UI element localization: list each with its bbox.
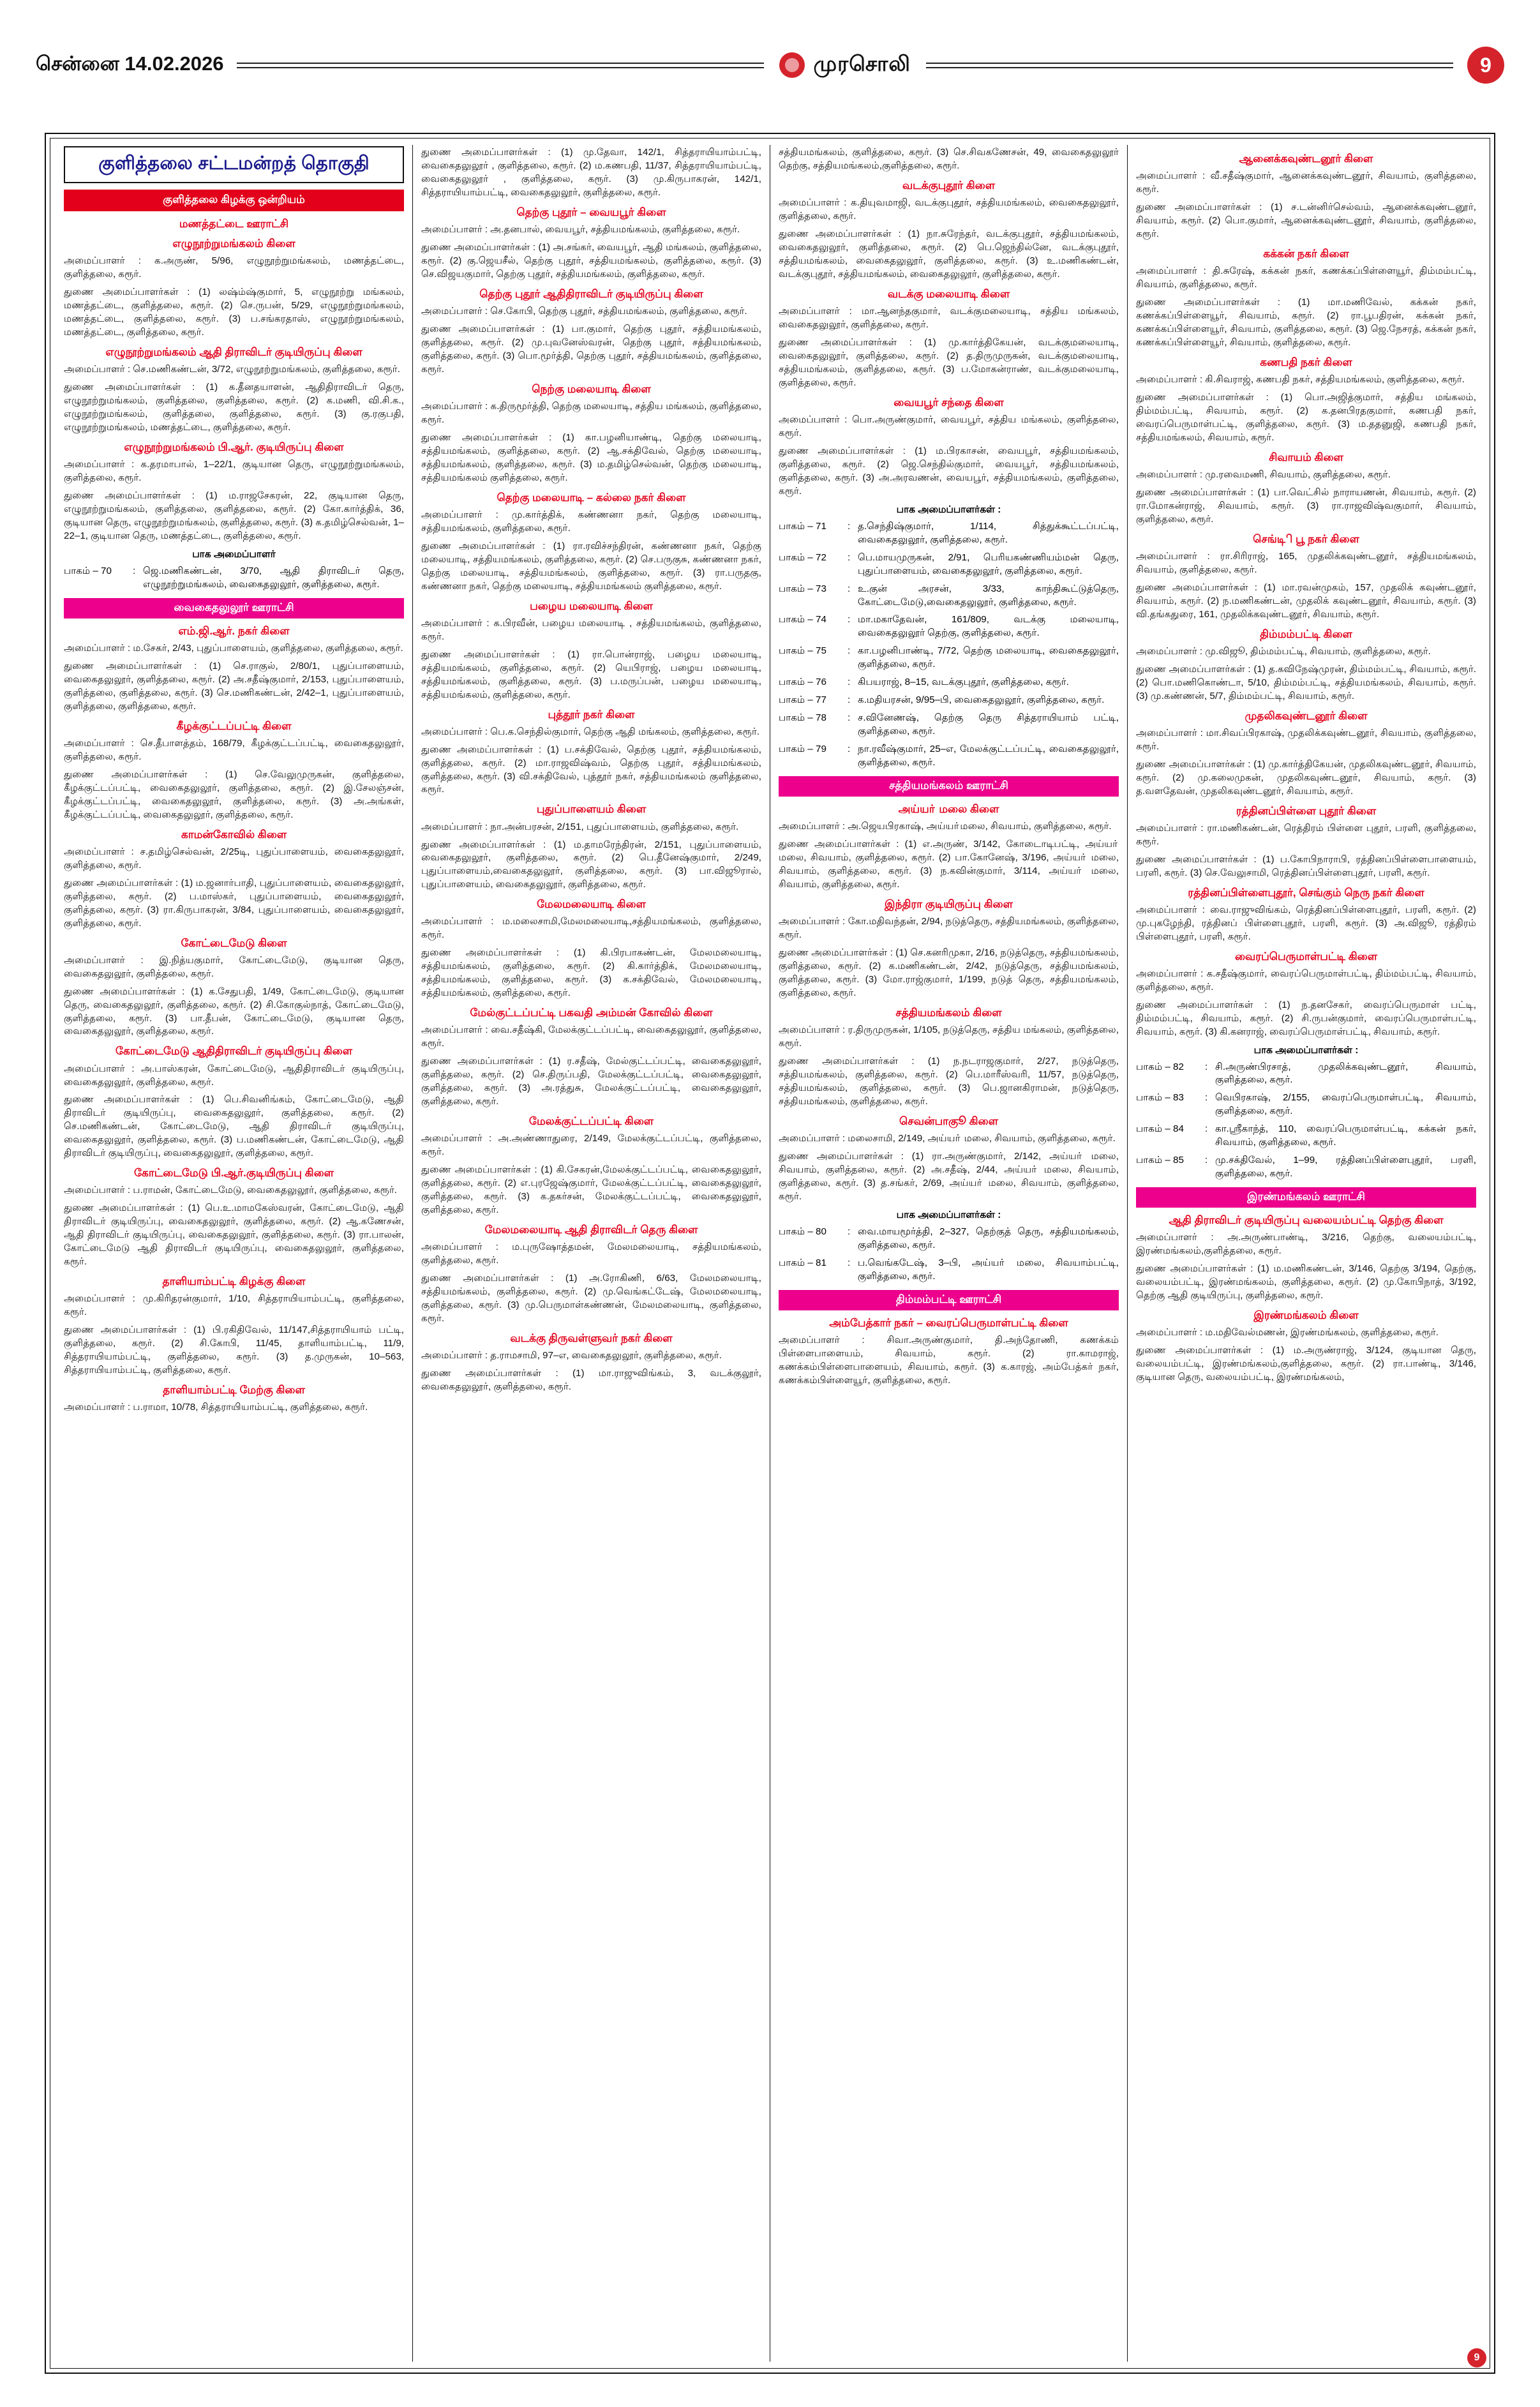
paragraph: அமைப்பாளர் : மு.விஜூ, திம்மம்பட்டி, சிவயாம், குளித்தலை, கரூர். xyxy=(1136,645,1431,657)
part-organiser-separator: : xyxy=(848,744,851,755)
paragraph: அமைப்பாளர் : த.ராமசாமி, 97–எ, வைகைதலுலூர், குளித்தலை, கரூர். xyxy=(421,1350,722,1361)
part-organiser-value: வை.மாயமூர்த்தி, 2–327, தெற்குத் தெரு, சத்தியமங்கலம், குளித்தலை, கரூர். xyxy=(858,1226,1119,1250)
paragraph: அமைப்பாளர் : ம.மதிவேல்மணன், இரண்மங்கலம், குளித்தலை, கரூர். xyxy=(1136,1327,1439,1338)
paragraph: அமைப்பாளர் : ர.திருமுருகன், 1/105, நடுத்தெரு, சத்திய மங்கலம், குளித்தலை, கரூர். xyxy=(779,1024,1119,1049)
paragraph: அமைப்பாளர் : அ.அண்ணாதுரை, 2/149, மேலக்குட்டப்பட்டி, குளித்தலை, கரூர். xyxy=(421,1133,761,1158)
paragraph: அமைப்பாளர் : மா.ஆனந்தகுமார், வடக்குமலையாடி, சத்திய மங்கலம், வைகைதலுலூர், குளித்தலை, கரூர். xyxy=(779,305,1119,330)
paragraph: துணை அமைப்பாளர்கள் : (1) பா.குமார், தெற்கு புதூர், சத்தியமங்கலம், குளித்தலை, கரூர். (2) மு.புவனேஸ்வரன், தெற்கு புதூர், சத்தியமங்கலம், குளித்தலை, கரூர். (3) பொ.மூர்த்தி, தெற்கு புதூர், சத்தியமங்கலம், குளித்தலை, கரூர். xyxy=(421,323,761,375)
branch-heading: தெற்கு புதூர் ஆதிதிராவிடர் குடியிருப்பு கிளை xyxy=(479,287,703,300)
part-organiser-row xyxy=(1136,1091,1476,1118)
branch-heading: செவன்பாகுூ கிளை xyxy=(899,1114,998,1127)
masthead xyxy=(36,31,1504,100)
branch-heading: செங்டிி பூ நகர் கிளை xyxy=(1253,532,1359,545)
paragraph: அமைப்பாளர் : க.பிரவீன், பழைய மலையாடி , சத்தியமங்கலம், குளித்தலை, கரூர். xyxy=(421,617,761,642)
paragraph: அமைப்பாளர் : ப.ராமா, 10/78, சித்தராயியாம்பட்டி, குளித்தலை, கரூர். xyxy=(64,1402,368,1413)
branch-heading: எம்.ஜி.ஆர். நகர் கிளை xyxy=(178,624,290,637)
part-organiser-separator: : xyxy=(133,565,136,576)
part-organiser-key: பாகம் – 76 xyxy=(779,677,826,688)
column-2 xyxy=(412,145,770,2362)
part-organiser-row xyxy=(779,520,1119,547)
paragraph: துணை அமைப்பாளர்கள் : (1) ரா.ரவிச்சந்திரன், கண்ணனா நகர், தெற்கு மலையாடி, சத்தியமங்கலம், குளித்தலை, கரூர். (2) செ.பருகுசு, கண்ணனா நகர், தெற்கு மலையாடி, சத்தியமங்கலம், குளித்தலை, கரூர். (3) ரா.பருதகு, கண்ணனா நகர், தெற்கு மலையாடி, சத்தியமங்கலம் குளித்தலை, கரூர். xyxy=(421,540,761,592)
branch-heading: கீழக்குட்டப்பட்டி கிளை xyxy=(176,719,292,732)
part-organiser-key: பாகம் – 80 xyxy=(779,1226,826,1237)
paragraph: அமைப்பாளர் : நா.அன்பரசன், 2/151, புதுப்பாளையம், குளித்தலை, கரூர். xyxy=(421,821,739,832)
paragraph: துணை அமைப்பாளர்கள் : (1) ம.தாமரேந்திரன், 2/151, புதுப்பாளையம், வைகைதலுலூர், குளித்தலை, கரூர். (2) பெ.தீனேஷ்குமார், 2/249, புதுப்பாளையம்,வைகைதலுலூர், குளித்தலை, கரூர். (3) பா.விஜூரால், புதுப்பாளையம், வைகைதலுலூர், குளித்தலை, கரூர். xyxy=(421,839,761,890)
panchayat-heading: திம்மம்பட்டி ஊராட்சி xyxy=(779,1290,1119,1310)
branch-heading: கணபதி நகர் கிளை xyxy=(1260,356,1352,368)
part-organiser-separator: : xyxy=(848,520,851,532)
part-organiser-key: பாகம் – 78 xyxy=(779,712,826,724)
branch-heading: எழுநூற்றுமங்கலம் ஆதி திராவிடர் குடியிருப்பு கிளை xyxy=(105,346,363,358)
paragraph: துணை அமைப்பாளர்கள் : (1) எ.அருண், 3/142, கோடைாடிபட்டி, அய்யா் மலை, சிவயாம், குளித்தலை, கரூர். (2) பா.கோனேஷ், 3/196, அய்யா் மலை, சிவயாம், குளித்தலை, கரூர். (3) ந.கவின்குமார், 3/114, அய்யா் மலை, சிவயாம், குளித்தலை, கரூர். xyxy=(779,839,1119,890)
section-title-constituency: குளித்தலை சட்டமன்றத் தொகுதி xyxy=(64,146,404,183)
branch-heading: வடக்கு திருவள்ளுவர் நகர் கிளை xyxy=(510,1332,673,1344)
paragraph: அமைப்பாளர் : ம.மலைசாமி,மேலமலையாடி,சத்தியமங்கலம், குளித்தலை, கரூர். xyxy=(421,916,761,941)
branch-heading: கக்கன் நகர் கிளை xyxy=(1263,247,1349,260)
paragraph: துணை அமைப்பாளர்கள் : (1) நா.சுரேந்தர், வடக்குபுதூர், சத்தியமங்கலம், வைகைதலுலூர், குளித்தலை, கரூர். (2) பெ.ஜெந்தில்னே, வடக்குபுதூர், சத்தியமங்கலம், வைகைதலுலூர், குளித்தலை, கரூர். (3) உ.மணிகண்டன், வடக்குபுதூர், சத்தியமங்கலம், வைகைதலுலூர், குளித்தலை, கரூர். xyxy=(779,228,1119,280)
part-organiser-separator: : xyxy=(848,614,851,626)
paragraph: அமைப்பாளர் : ச.தமிழ்செல்வன், 2/25டி, புதுப்பாளையம், வைகைதலுலூர், குளித்தலை, கரூர். xyxy=(64,846,404,871)
panchayat-heading: இரண்மங்கலம் ஊராட்சி xyxy=(1136,1187,1476,1208)
part-organiser-separator: : xyxy=(848,677,851,688)
branch-heading: தாளியாம்பட்டி கிழக்கு கிளை xyxy=(162,1275,306,1288)
paragraph: அமைப்பாளர் : மு.கிரிதரன்குமார், 1/10, சித்தராயியாம்பட்டி, குளித்தலை, கரூர். xyxy=(64,1293,404,1318)
branch-heading: அய்யா் மலை கிளை xyxy=(898,803,999,816)
paragraph: துணை அமைப்பாளர்கள் : (1) ப.சக்திவேல், தெற்கு புதூர், சத்தியமங்கலம், குளித்தலை, கரூர். (2) மா.ராஜவிஷ்வம், தெற்கு புதூர், சத்தியமங்கலம், குளித்தலை, கரூர். (3) வி.சக்திவேல், புத்தூர் நகர், சத்தியமங்கலம் குளித்தலை, கரூர். xyxy=(421,744,761,795)
branch-heading: ரத்தினப்பிள்ளைபுதூர், செங்கும் நெரு நகர் கிளை xyxy=(1188,886,1424,899)
part-organiser-value: நா.ரவீஷ்குமார், 25–எ, மேலக்குட்டப்பட்டி, வைகைதலுலூர், குளித்தலை, கரூர். xyxy=(858,744,1119,769)
paragraph: அமைப்பாளர் : ரா.மணிகண்டன், ரெத்திரம் பிள்ளை புதூர், பரளி, குளித்தலை, கரூர். xyxy=(1136,822,1476,847)
branch-heading: ஆதி திராவிடர் குடியிருப்பு வலையம்பட்டி தெற்கு கிளை xyxy=(1169,1214,1444,1227)
paragraph: துணை அமைப்பாளர்கள் : (1) ம.அருண்ராஜ், 3/124, குடியான தெரு, வலையம்பட்டி, இரண்மங்கலம்,குளித்தலை, கரூர். (2) ரா.பாண்டி, 3/146, குடியான தெரு, வலையம்பட்டி, இரண்மங்கலம், xyxy=(1136,1345,1476,1383)
part-organiser-separator: : xyxy=(848,645,851,657)
paragraph: துணை அமைப்பாளர்கள் : (1) ந.நடராஜகுமார், 2/27, நடுத்தெரு, சத்தியமங்கலம், குளித்தலை, கரூர். (2) பெ.மாரீஸ்வரி, 11/57, நடுத்தெரு, சத்தியமங்கலம், குளித்தலை, கரூர். (3) பெ.ஜானகிராமன், நடுத்தெரு, சத்தியமங்கலம், குளித்தலை, கரூர். xyxy=(779,1056,1119,1107)
paragraph: துணை அமைப்பாளர்கள் : (1) லஷ்ம்ஷ்குமார், 5, எழுநூற்று மங்கலம், மணத்தட்டை, குளித்தலை, கரூர். (2) செ.ருபன், 5/29, எழுநூற்றுமங்கலம், மணத்தட்டை, குளித்தலை, கரூர். (3) ப.சங்கரதாஸ், எழுநூற்றுமங்கலம், மணத்தட்டை, குளித்தலை, கரூர். xyxy=(64,287,404,338)
paragraph: துணை அமைப்பாளர்கள் : (1) மா.ராஜுவிங்கம், 3, வடக்குலூர், வைகைதலுலூர், குளித்தலை, கரூர். xyxy=(421,1368,761,1393)
part-organiser-key: பாகம் – 81 xyxy=(779,1257,826,1268)
paragraph: துணை அமைப்பாளர்கள் : (1) ம.பிரகாசன், வையபூர், சத்தியமங்கலம், குளித்தலை, கரூர். (2) ஜெ.செந்தில்குமார், வையபூர், சத்தியமங்கலம், குளித்தலை, கரூர். (3) அ.அரவணன், வையபூர், சத்தியமங்கலம், குளித்தலை, கரூர். xyxy=(779,445,1119,497)
part-organiser-title: பாக அமைப்பாளர்கள் : xyxy=(896,504,1001,515)
section-band-union: குளித்தலை கிழக்கு ஒன்றியம் xyxy=(64,190,404,211)
part-organiser-value: ச.வினேணஷ், தெற்கு தெரு சித்தராயியாம் பட்டி, குளித்தலை, கரூர். xyxy=(858,712,1119,737)
branch-heading: தாளியாம்பட்டி மேற்கு கிளை xyxy=(163,1384,305,1397)
branch-heading: கோட்டைமேடு கிளை xyxy=(181,936,287,949)
part-organiser-value: க.மதியரசன், 9/95–பி, வைகைதலுலூர், குளித்தலை, கரூர். xyxy=(858,694,1105,706)
part-organiser-separator: : xyxy=(848,1257,851,1268)
part-organiser-value: மு.சக்திவேல், 1–99, ரத்தினப்பிள்ளைபுதூர், பரளி, குளித்தலை, கரூர். xyxy=(1215,1155,1476,1180)
branch-heading: மேலமலையாடி கிளை xyxy=(537,898,646,911)
part-organiser-separator: : xyxy=(848,694,851,706)
part-organiser-key: பாகம் – 75 xyxy=(779,645,826,657)
masthead-city-date: சென்னை 14.02.2026 xyxy=(36,52,224,75)
paragraph: துணை அமைப்பாளர்கள் : (1) மா.ரவன்முகம், 157, முதலிக் கவுண்டனூர், சிவயாம், கரூர். (2) ந.மணிகண்டன், முதலிக் கவுண்டனூர், சிவயாம், கரூர். (3) வி.தங்கதுரை, 161, முதலிக்கவுண்டனூர், சிவயாம், கரூர். xyxy=(1136,581,1476,620)
paragraph: துணை அமைப்பாளர்கள் : (1) அ.ரோகிணி, 6/63, மேலமலையாடி, சத்தியமங்கலம், குளித்தலை, கரூர். (2) மு.வெங்கட்டேஷ், மேலமலையாடி, குளித்தலை, கரூர். (3) மு.பெருமாள்கண்ணன், மேலமலையாடி, குளித்தலை, கரூர். xyxy=(421,1273,761,1324)
part-organiser-key: பாகம் – 77 xyxy=(779,694,826,706)
paragraph: அமைப்பாளர் : மு.ரவைமணி, சிவயாம், குளித்தலை, கரூர். xyxy=(1136,469,1391,480)
paragraph: அமைப்பாளர் : சிவா.அருண்குமார், தி.அந்தோணி, கணக்கம் பிள்ளைபாளையம், சிவயாம், கரூர். (2) ரா.காமராஜ், கணக்கம்பிள்ளைபாளையம், சிவயாம், கரூர். (3) க.காரஜ், அம்பேத்கர் நகர், கணக்கம்பிள்ளையூர், குளித்தலை, கரூர். xyxy=(779,1334,1119,1386)
branch-heading: ஆனைக்கவுண்டனூர் கிளை xyxy=(1239,153,1373,165)
part-organiser-key: பாகம் – 85 xyxy=(1136,1155,1184,1166)
part-organiser-value: மா.மகாதேவன், 161/809, வடக்கு மலையாடி, வைகைதலுலூர் தெற்கு, குளித்தலை, கரூர். xyxy=(858,614,1119,639)
paragraph: அமைப்பாளர் : மு.கார்த்திக், கண்ணனா நகர், தெற்கு மலையாடி, சத்தியமங்கலம், குளித்தலை, கரூர். xyxy=(421,509,761,534)
column-4 xyxy=(1127,145,1484,2362)
paragraph: துணை அமைப்பாளர்கள் : (1) க.சேதுபதி, 1/49, கோட்டைமேடு, குடியான தெரு, வைகைதலுலூர், குளித்தலை, கரூர். (2) சி.கோகுல்நாத், கோட்டைமேடு, குளித்தலை, கரூர். (3) பா.தீபன், கோட்டைமேடு, குடியான தெரு, வைகைதலுலூர், குளித்தலை, கரூர். xyxy=(64,986,404,1037)
branch-heading: முதலிகவுண்டனூர் கிளை xyxy=(1245,709,1368,722)
footer-page-number: 9 xyxy=(1467,2348,1486,2367)
paragraph: அமைப்பாளர் : ப.ராமன், கோட்டைமேடு, வைகைதலுலூர், குளித்தலை, கரூர். xyxy=(64,1185,397,1196)
part-organiser-row xyxy=(779,1257,1119,1284)
page-number-badge: 9 xyxy=(1467,47,1504,84)
paragraph: அமைப்பாளர் : ரா.சிரிராஜ், 165, முதலிக்கவுண்டனூர், சத்தியமங்கலம், சிவயாம், குளித்தலை, கரூர். xyxy=(1136,550,1476,575)
part-organiser-value: சி.அருண்பிரசாத், முதலிக்கவுண்டனூர், சிவயாம், குளித்தலை, கரூர். xyxy=(1215,1061,1476,1086)
part-organiser-separator: : xyxy=(1205,1155,1208,1166)
paragraph: அமைப்பாளர் : இ.நித்யகுமார், கோட்டைமேடு, குடியான தெரு, வைகைதலுலூர், குளித்தலை, கரூர். xyxy=(64,954,404,979)
masthead-rule-left xyxy=(237,63,764,68)
part-organiser-title: பாக அமைப்பாளர் xyxy=(192,548,276,560)
branch-heading: வடக்கு மலையாடி கிளை xyxy=(887,287,1010,300)
paragraph: துணை அமைப்பாளர்கள் : (1) அ.சங்கர், வையபூர், ஆதி மங்கலம், குளித்தலை, கரூர். (2) கு.ஜெயசீல், தெற்கு புதூர், சத்தியமங்கலம், குளித்தலை, கரூர். (3) செ.விஜயகுமார், தெற்கு புதூர், சத்தியமங்கலம், குளித்தலை, கரூர். xyxy=(421,241,761,280)
paragraph: அமைப்பாளர் : வை.சதீஷ்கி, மேலக்குட்டப்பட்டி, வைகைதலுலூர், குளித்தலை, கரூர். xyxy=(421,1024,761,1049)
content-frame xyxy=(45,133,1495,2374)
column-2-body xyxy=(421,146,761,1394)
paragraph: துணை அமைப்பாளர்கள் : (1) செ.வேலுமுருகன், குளித்தலை, கீழக்குட்டப்பட்டி, வைகைதலுலூர், குளித்தலை, கரூர். (2) இ.சேலஞ்சன், கீழக்குட்டப்பட்டி, வைகைதலுலூர், குளித்தலை, கரூர். (3) அ.அங்கள், கீழக்குட்டப்பட்டி, வைகைதலுலூர், குளித்தலை, கரூர். xyxy=(64,769,404,820)
paragraph: துணை அமைப்பாளர்கள் : (1) ந.தனசேகர், வைரப்பெருமாள் பட்டி, திம்மம்பட்டி, சிவயாம், கரூர். (2) சி.ருபன்குமார், வைரப்பெருமாள்பட்டி, சிவயாம், கரூர். (3) கி.கனராஜ், வைரப்பெருமாள்பட்டி, சிவயாம், கரூர். xyxy=(1136,999,1476,1037)
masthead-center xyxy=(768,52,923,79)
paragraph: அமைப்பாளர் : பொ.அருண்குமார், வையபூர், சத்திய மங்கலம், குளித்தலை, கரூர். xyxy=(779,414,1119,439)
branch-heading: இந்திரா குடியிருப்பு கிளை xyxy=(885,898,1013,911)
part-organiser-value: ப.வெங்கடேஷ், 3–பி, அய்யா் மலை, சிவயாம்பட்டி, குளித்தலை, கரூர். xyxy=(858,1257,1119,1282)
branch-heading: கோட்டைமேடு ஆதிதிராவிடர் குடியிருப்பு கிளை xyxy=(115,1045,353,1058)
paragraph: துணை அமைப்பாளர்கள் : (1) மா.மணிவேல், கக்கன் நகர், கணக்கப்பிள்ளையூர், சிவயாம், கரூர். (2) ரா.பூபதிரன், கக்கன் நகர், கணக்கப்பிள்ளையூர், சிவயாம், குளித்தலை, கரூர். (3) ஜெ.நேசரத், கக்கன் நகர், கணக்கப்பிள்ளையூர், சிவயாம், குளித்தலை, கரூர். xyxy=(1136,296,1476,348)
branch-heading: நெற்கு மலையாடி கிளை xyxy=(532,382,651,395)
paragraph: துணை அமைப்பாளர்கள் : (1) ர.சதீஷ், மேல்குட்டப்பட்டி, வைகைதலுலூர், குளித்தலை, கரூர். (2) செ.திருப்பதி, மேலக்குட்டப்பட்டி, வைகைதலுலூர், குளித்தலை, கரூர். (3) அ.ரத்துசு, மேலக்குட்டப்பட்டி, வைகைதலுலூர், குளித்தலை, கரூர். xyxy=(421,1056,761,1107)
paragraph: துணை அமைப்பாளர்கள் : (1) செ.கனரிமுகா, 2/16, நடுத்தெரு, சத்தியமங்கலம், குளித்தலை, கரூர். (2) க.மணிகண்டன், 2/42, நடுத்தெரு, சத்தியமங்கலம், குளித்தலை, கரூர். (3) மோ.ராஜ்குமார், 1/199, நடுத் தெரு, சத்தியமங்கலம், குளித்தலை, கரூர். xyxy=(779,947,1119,999)
paragraph: துணை அமைப்பாளர்கள் : (1) ரா.அருண்குமார், 2/142, அய்யா் மலை, சிவயாம், குளித்தலை, கரூர். (2) அ.சதீஷ், 2/44, அய்யா் மலை, சிவயாம், குளித்தலை, கரூர். (3) த.சங்கர், 2/69, அய்யா் மலை, சிவயாம், குளித்தலை, கரூர். xyxy=(779,1150,1119,1202)
branch-heading: இரண்மங்கலம் கிளை xyxy=(1253,1309,1359,1322)
paragraph: துணை அமைப்பாளர்கள் : (1) ரா.பொன்ராஜ், பழைய மலையாடி, சத்தியமங்கலம், குளித்தலை, கரூர். (2) யெபிராஜ், பழைய மலையாடி, சத்தியமங்கலம், குளித்தலை, கரூர். (3) ப.மருப்பன், பழைய மலையாடி, சத்தியமங்கலம், குளித்தலை, கரூர். xyxy=(421,649,761,700)
paragraph: அமைப்பாளர் : க.அருண், 5/96, எழுநூற்றுமங்கலம், மணத்தட்டை, குளித்தலை, கரூர். xyxy=(64,255,404,280)
paragraph: துணை அமைப்பாளர்கள் : (1) த.கவிநேஷ்முரன், திம்மம்பட்டி, சிவயாம், கரூர். (2) பொ.மணிகொண்டா, 5/10, திம்மம்பட்டி, சத்தியமங்கலம், சிவயாம், கரூர். (3) மு.கண்ணன், 5/7, திம்மம்பட்டி, சிவயாம், கரூர். xyxy=(1136,663,1476,701)
paragraph: துணை அமைப்பாளர்கள் : (1) ம.ஜனார்பாதி, புதுப்பாளையம், வைகைதலுலூர், குளித்தலை, கரூர். (2) ப.மாஸ்கர், புதுப்பாளையம், வைகைதலுலூர், குளித்தலை, கரூர். (3) ரா.கிருபாகரன், 3/84, புதுப்பாளையம், வைகைதலுலூர், குளித்தலை, கரூர். xyxy=(64,877,404,929)
part-organiser-row xyxy=(779,676,1119,689)
paragraph: துணை அமைப்பாளர்கள் : (1) ம.மணிகண்டன், 3/146, தெற்கு 3/194, தெற்கு, வலையம்பட்டி, இரண்மங்கலம், குளித்தலை, கரூர். (2) மு.கோபிநாத், 3/192, தெற்கு ஆதி குடியிருப்பு, குளித்தலை, கரூர். xyxy=(1136,1263,1476,1301)
panchayat-heading: சத்தியமங்கலம் ஊராட்சி xyxy=(779,776,1119,797)
part-organiser-separator: : xyxy=(1205,1061,1208,1072)
paragraph: அமைப்பாளர் : கி.சிவராஜ், கணபதி நகர், சத்தியமங்கலம், குளித்தலை, கரூர். xyxy=(1136,373,1465,385)
part-organiser-separator: : xyxy=(1205,1123,1208,1135)
paragraph: அமைப்பாளர் : க.தரமாபால், 1–22/1, குடியான தெரு, எழுநூற்றுமங்கலம், குளித்தலை, கரூர். xyxy=(64,459,404,483)
branch-heading: மேல்குட்டப்பட்டி பகவதி அம்மன் கோவில் கிளை xyxy=(470,1007,713,1019)
paragraph: அமைப்பாளர் : மா.சிவப்பிரகாஷ், முதலிக்கவுண்டனூர், சிவயாம், குளித்தலை, கரூர். xyxy=(1136,727,1476,752)
paragraph: துணை அமைப்பாளர்கள் : (1) ப.கோபிநாராபி, ரத்தினப்பிள்ளைபாளையம், பரளி, கரூர். (3) செ.வேலுசாமி, ரெத்தினப்பிள்ளைபுதூர், பரளி, கரூர். xyxy=(1136,853,1476,878)
part-organiser-value: ஜெ.மணிகண்டன், 3/70, ஆதி திராவிடர் தெரு, எழுநூற்றுமங்கலம், வைகைதலுலூர், குளித்தலை, கரூர். xyxy=(143,565,404,590)
column-3 xyxy=(770,145,1127,2362)
branch-heading: சிவாயம் கிளை xyxy=(1269,451,1343,463)
part-organiser-row xyxy=(779,1226,1119,1252)
paragraph: துணை அமைப்பாளர்கள் : (1) கா.பழனியாண்டி, தெற்கு மலையாடி, சத்தியமங்கலம், குளித்தலை, கரூர். (2) ஆ.சக்திவேல், தெற்கு மலையாடி, சத்தியமங்கலம், குளித்தலை, கரூர். (3) ம.தமிழ்செல்வன், தெற்கு மலையாடி, சத்தியமங்கலம் குளித்தலை, கரூர். xyxy=(421,431,761,483)
paragraph: அமைப்பாளர் : க.தியுவமாஜி, வடக்குபுதூர், சத்தியமங்கலம், வைகைதலுலூர், குளித்தலை, கரூர். xyxy=(779,197,1119,221)
branch-heading: காமன்கோவில் கிளை xyxy=(181,828,287,841)
masthead-title: முரசொலி xyxy=(813,51,911,75)
part-organiser-key: பாகம் – 74 xyxy=(779,614,826,626)
paragraph: துணை அமைப்பாளர்கள் : (1) ம.ராஜசேகரன், 22, குடியான தெரு, எழுநூற்றுமங்கலம், குளித்தலை, குளித்தலை, கரூர். (2) கோ.கார்த்திக், 36, குடியான தெரு, எழுநூற்றுமங்கலம், குளித்தலை, கரூர். (3) க.தமிழ்செல்வன், 1–22–1, குடியான தெரு, மணத்தட்டை, குளித்தலை, கரூர். xyxy=(64,490,404,541)
branch-heading: அம்பேத்கார் நகர் – வைரப்பெருமாள்பட்டி கிளை xyxy=(829,1316,1068,1329)
part-organiser-separator: : xyxy=(848,551,851,563)
paragraph: சத்தியமங்கலம், குளித்தலை, கரூர். (3) செ.சிவகணேசன், 49, வைகைதலுலூர் தெற்கு, சத்தியமங்கலம்,குளித்தலை, கரூர். xyxy=(779,147,1119,171)
branch-heading: எழுநூற்றுமங்கலம் பி.ஆர். குடியிருப்பு கிளை xyxy=(124,440,344,453)
masthead-rule-right xyxy=(926,63,1453,68)
part-organiser-key: பாகம் – 73 xyxy=(779,583,826,594)
paragraph: துணை அமைப்பாளர்கள் : (1) ச.டன்னிர்செல்வம், ஆனைக்கவுண்டனூர், சிவயாம், கரூர். (2) பொ.குமார், ஆனைக்கவுண்டனூர், சிவயாம், குளித்தலை, கரூர். xyxy=(1136,202,1476,239)
part-organiser-row xyxy=(64,565,404,592)
part-organiser-key: பாகம் – 72 xyxy=(779,551,826,563)
branch-heading: சத்தியமங்கலம் கிளை xyxy=(895,1007,1002,1019)
paragraph: அமைப்பாளர் : அ.அருண்பாண்டி, 3/216, தெற்கு, வலையம்பட்டி, இரண்மங்கலம்,குளித்தலை, கரூர். xyxy=(1136,1232,1476,1257)
column-4-body xyxy=(1136,152,1476,1384)
part-organiser-row xyxy=(1136,1154,1476,1181)
branch-heading: புத்தூர் நகர் கிளை xyxy=(548,708,635,721)
paragraph: துணை அமைப்பாளர்கள் : (1) பெ.உ.மாமகேஸ்வரன், கோட்டைமேடு, ஆதி திராவிடர் குடியிருப்பு, வைகைதலுலூர், குளித்தலை, கரூர். (2) ஆ.கணேசன், ஆதி திராவிடர் குடியிருப்பு, வைகைதலுலூர், குளித்தலை, கரூர். (3) ரா.பாலன், கோட்டைமேடு ஆதி திராவிடர் குடியிருப்பு, வைகைதலுலூர், குளித்தலை, கரூர். xyxy=(64,1203,404,1268)
paragraph: அமைப்பாளர் : தி.சுரேஷ், கக்கன் நகர், கணக்கப்பிள்ளையூர், திம்மம்பட்டி, சிவயாம், குளித்தலை, கரூர். xyxy=(1136,266,1476,290)
paragraph: அமைப்பாளர் : செ.தீபாளத்தம், 168/79, கீழக்குட்டப்பட்டி, வைகைதலுலூர், குளித்தலை, கரூர். xyxy=(64,737,404,762)
part-organiser-separator: : xyxy=(848,712,851,724)
column-3-body xyxy=(779,146,1119,1388)
part-organiser-row xyxy=(779,712,1119,739)
part-organiser-row xyxy=(1136,1061,1476,1088)
part-organiser-value: வெபிரகாஷ், 2/155, வைரப்பெருமாள்பட்டி, சிவயாம், குளித்தலை, கரூர். xyxy=(1215,1092,1476,1117)
part-organiser-value: கா.ஸ்ரீகாந்த், 110, வைரப்பெருமாள்பட்டி, கக்கன் நகர், சிவயாம், குளித்தலை, கரூர். xyxy=(1215,1123,1476,1148)
paragraph: துணை அமைப்பாளர்கள் : (1) மு.தேவா, 142/1, சித்தராயியாம்பட்டி, வைகைதலுலூர் , குளித்தலை, கரூர். (2) ம.கணபதி, 11/37, சித்தராயியாம்பட்டி, வைகைதலுலூர் , குளித்தலை, கரூர். (3) மு.கிருபாகரன், 142/1, சித்தராயியாம்பட்டி, வைகைதலுலூர், குளித்தலை, கரூர். xyxy=(421,147,761,198)
paragraph: அமைப்பாளர் : க.சதீஷ்குமார், வைரப்பெருமாள்பட்டி, திம்மம்பட்டி, சிவயாம், குளித்தலை, கரூர். xyxy=(1136,968,1476,993)
panchayat-heading: வைகைதலுலூர் ஊராட்சி xyxy=(64,598,404,619)
part-organiser-separator: : xyxy=(848,1226,851,1237)
paragraph: துணை அமைப்பாளர்கள் : (1) செ.ராகுல், 2/80/1, புதுப்பாளையம், வைகைதலுலூர், குளித்தலை, கரூர். (2) அ.சதீஷ்குமார், 2/153, புதுப்பாளையம், குளித்தலை, குளித்தலை, கரூர். (3) செ.மணிகண்டன், 2/42–1, புதுப்பாளையம், குளித்தலை, குளித்தலை, கரூர். xyxy=(64,660,404,712)
branch-heading: கோட்டைமேடு பி.ஆர்.குடியிருப்பு கிளை xyxy=(133,1167,334,1180)
paragraph: துணை அமைப்பாளர்கள் : (1) பொ.அஜித்குமார், சத்திய மங்கலம், திம்மம்பட்டி, சிவயாம், கரூர். (2) க.தனபிரதகுமார், கணபதி நகர், வைரப்பெருமாள்பட்டி, குளித்தலை, கரூர். (3) ம.ததனுஜி, கணபதி நகர், சத்தியமங்கலம், சிவயாம், கரூர். xyxy=(1136,391,1476,443)
paragraph: துணை அமைப்பாளர்கள் : (1) பி.ரகிதிவேல், 11/147,சித்தராயியாம் பட்டி, குளித்தலை, கரூர். (2) சி.கோபி, 11/45, தாளியாம்பட்டி, 11/9, சித்தராயியாம்பட்டி, குளித்தலை, கரூர். (3) த.முருகன், 10–563, சித்தராயியாம்பட்டி, குளித்தலை, கரூர். xyxy=(64,1324,404,1376)
part-organiser-key: பாகம் – 83 xyxy=(1136,1092,1184,1104)
content-columns xyxy=(50,138,1490,2369)
branch-heading: ரத்தினப்பிள்ளை புதூர் கிளை xyxy=(1236,804,1377,817)
branch-heading: மேலக்குட்டப்பட்டி கிளை xyxy=(528,1115,654,1128)
part-organiser-row xyxy=(779,694,1119,707)
paragraph: அமைப்பாளர் : அ.தனபால், வையபூர், சத்தியமங்கலம், குளித்தலை, கரூர். xyxy=(421,223,740,235)
branch-heading: எழுநூற்றுமங்கலம் கிளை xyxy=(172,237,295,250)
paragraph: துணை அமைப்பாளர்கள் : (1) கி.சேகரன்,மேலக்குட்டப்பட்டி, வைகைதலுலூர், குளித்தலை, கரூர். (2) எ.புரஜேஷ்குமார், மேலக்குட்டப்பட்டி, வைகைதலுலூர், குளித்தலை, கரூர். (3) க.தகர்சன், மேலக்குட்டப்பட்டி, வைகைதலுலூர், குளித்தலை, கரூர். xyxy=(421,1164,761,1216)
paragraph: அமைப்பாளர் : ம.புருஷோத்தமன், மேலமலையாடி, சத்தியமங்கலம், குளித்தலை, கரூர். xyxy=(421,1241,761,1266)
paragraph: அமைப்பாளர் : வை.ராஜுவிங்கம், ரெத்தினப்பிள்ளைபுதூர், பரளி, கரூர். (2) மு.புகழேந்தி, ரத்தினப் பிள்ளைபுதூர், பரளி, கரூர். (3) அ.விஜூ, ரத்திரம் பிள்ளைபுதூர், பரளி, கரூர். xyxy=(1136,904,1476,942)
branch-heading: வடக்குபுதூர் கிளை xyxy=(902,179,996,191)
paragraph: அமைப்பாளர் : பெ.க.செந்தில்குமார், தெற்கு ஆதி மங்கலம், குளித்தலை, கரூர். xyxy=(421,726,760,737)
column-1 xyxy=(56,145,412,2362)
paragraph: அமைப்பாளர் : செ.மணிகண்டன், 3/72, எழுநூற்றுமங்கலம், குளித்தலை, கரூர். xyxy=(64,364,400,375)
column-1-body xyxy=(64,217,404,1414)
part-organiser-value: பெ.மாயமுருகன், 2/91, பெரியகண்ணியம்மன் தெரு, புதுப்பாளையம், வைகைதலுலூர், குளித்தலை, கரூர். xyxy=(858,551,1119,576)
branch-heading: மேலமலையாடி ஆதி திராவிடர் தெரு கிளை xyxy=(484,1224,698,1236)
part-organiser-key: பாகம் – 82 xyxy=(1136,1061,1184,1072)
part-organiser-title: பாக அமைப்பாளர்கள் : xyxy=(896,1209,1001,1220)
branch-heading: திம்மம்பட்டி கிளை xyxy=(1260,627,1352,640)
part-organiser-value: த.செந்திஷ்குமார், 1/114, சித்துக்கூட்டப்பட்டி, வைகைதலுலூர், குளித்தலை, கரூர். xyxy=(858,520,1119,545)
part-organiser-key: பாகம் – 79 xyxy=(779,744,826,755)
paragraph: அமைப்பாளர் : கோ.மதிவந்தன், 2/94, நடுத்தெரு, சத்தியமங்கலம், குளித்தலை, கரூர். xyxy=(779,916,1119,941)
part-organiser-value: உ.குன் அரசன், 3/33, காந்திகூட்டுத்தெரு, கோட்டைமேடு,வைகைதலுலூர், குளித்தலை, கரூர். xyxy=(858,583,1119,608)
paragraph: துணை அமைப்பாளர்கள் : (1) கி.பிரபாகண்டன், மேலமலையாடி, சத்தியமங்கலம், குளித்தலை, கரூர். (2) கி.கார்த்திக், மேலமலையாடி, சத்தியமங்கலம், குளித்தலை, கரூர். (3) க.சக்திவேல், மேலமலையாடி, சத்தியமங்கலம், குளித்தலை, கரூர். xyxy=(421,947,761,999)
branch-heading: பழைய மலையாடி கிளை xyxy=(530,599,653,612)
newspaper-page xyxy=(0,31,1540,2407)
part-organiser-title: பாக அமைப்பாளர்கள் : xyxy=(1253,1044,1359,1056)
paragraph: துணை அமைப்பாளர்கள் : (1) பா.வெட்சில் நாராயணன், சிவயாம், கரூர். (2) ரா.மோகன்ராஜ், சிவயாம், கரூர். (3) ரா.ராஜவிஷ்வகுமார், சிவயாம், குளித்தலை, கரூர். xyxy=(1136,486,1476,525)
paragraph: துணை அமைப்பாளர்கள் : (1) மு.கார்த்திகேயன், முதலிகவுண்டனூர், சிவயாம், கரூர். (2) மு.கலைமுகன், முதலிகவுண்டனூர், சிவயாம், கரூர். (3) த.வளதேவன், முதலிகவுண்டனூர், சிவயாம், கரூர். xyxy=(1136,758,1476,797)
branch-heading: மணத்தட்டை ஊராட்சி xyxy=(179,218,289,230)
part-organiser-separator: : xyxy=(848,583,851,594)
paragraph: துணை அமைப்பாளர்கள் : (1) மு.கார்த்திகேயன், வடக்குமலையாடி, வைகைதலுலூர், குளித்தலை, கரூர். (2) த.திருமுருகன், வடக்குமலையாடி, சத்தியமங்கலம், குளித்தலை, கரூர். (3) ப.மோகன்ராண், வடக்குமலையாடி, குளித்தலை, கரூர். xyxy=(779,336,1119,388)
part-organiser-separator: : xyxy=(1205,1092,1208,1104)
part-organiser-value: கா.பழனிபாண்டி, 7/72, தெற்கு மலையாடி, வைகைதலுலூர், குளித்தலை, கரூர். xyxy=(858,645,1119,670)
paragraph: அமைப்பாளர் : க.திருமூர்த்தி, தெற்கு மலையாடி, சத்திய மங்கலம், குளித்தலை, கரூர். xyxy=(421,400,761,425)
paragraph: அமைப்பாளர் : செ.கோபி, தெற்கு புதூர், சத்தியமங்கலம், குளித்தலை, கரூர். xyxy=(421,305,747,317)
part-organiser-row xyxy=(1136,1123,1476,1150)
part-organiser-key: பாகம் – 70 xyxy=(64,565,112,576)
part-organiser-key: பாகம் – 84 xyxy=(1136,1123,1184,1135)
paragraph: துணை அமைப்பாளர்கள் : (1) க.தீனதயாளன், ஆதிதிராவிடர் தெரு, எழுநூற்றுமங்கலம், குளித்தலை, குளித்தலை, கரூர். (2) க.மணி, வி.சி.க., எழுநூற்றுமங்கலம், குளித்தலை, குளித்தலை, கரூர். (3) கு.ரகுபதி, எழுநூற்றுமங்கலம், மணத்தட்டை, குளித்தலை, கரூர். xyxy=(64,382,404,433)
part-organiser-row xyxy=(779,613,1119,640)
part-organiser-row xyxy=(779,551,1119,578)
part-organiser-key: பாகம் – 71 xyxy=(779,520,826,532)
branch-heading: வையபூர் சந்தை கிளை xyxy=(893,396,1004,409)
emblem-icon xyxy=(779,52,805,78)
part-organiser-value: கிபயராஜ், 8–15, வடக்குபுதூர், குளித்தலை, கரூர். xyxy=(858,677,1069,688)
part-organiser-row xyxy=(779,583,1119,610)
paragraph: அமைப்பாளர் : மலைசாமி, 2/149, அய்யா் மலை, சிவயாம், குளித்தலை, கரூர். xyxy=(779,1133,1116,1144)
branch-heading: புதுப்பாளையம் கிளை xyxy=(536,803,647,816)
branch-heading: தெற்கு புதூர் – வையபூர் கிளை xyxy=(516,206,666,218)
paragraph: துணை அமைப்பாளர்கள் : (1) பெ.சிவனிங்கம், கோட்டைமேடு, ஆதி திராவிடர் குடியிருப்பு, வைகைதலுலூர், குளித்தலை, கரூர். (2) செ.மணிகண்டன், கோட்டைமேடு, ஆதி திராவிடர் குடியிருப்பு, வைகைதலுலூர், குளித்தலை, கரூர். (3) ப.மணிகண்டன், கோட்டைமேடு, ஆதி திராவிடர் குடியிருப்பு, வைகைதலுலூர், குளித்தலை, கரூர். xyxy=(64,1094,404,1159)
branch-heading: வைரப்பெருமாள்பட்டி கிளை xyxy=(1234,950,1378,963)
branch-heading: தெற்கு மலையாடி – கல்லை நகர் கிளை xyxy=(497,491,686,504)
part-organiser-row xyxy=(779,743,1119,770)
paragraph: அமைப்பாளர் : அ.ஜெயபிரகாஷ், அய்யா்மலை, சிவயாம், குளித்தலை, கரூர். xyxy=(779,821,1112,832)
paragraph: அமைப்பாளர் : ம.சேகர், 2/43, புதுப்பாளையம், குளித்தலை, குளித்தலை, கரூர். xyxy=(64,642,403,654)
paragraph: அமைப்பாளர் : வீ.சதீஷ்குமார், ஆனைக்கவுண்டனூர், சிவயாம், குளித்தலை, கரூர். xyxy=(1136,170,1476,195)
part-organiser-row xyxy=(779,645,1119,671)
paragraph: அமைப்பாளர் : அ.பாஸ்கரன், கோட்டைமேடு, ஆதிதிராவிடர் குடியிருப்பு, வைகைதலுலூர், குளித்தலை, கரூர். xyxy=(64,1063,404,1088)
